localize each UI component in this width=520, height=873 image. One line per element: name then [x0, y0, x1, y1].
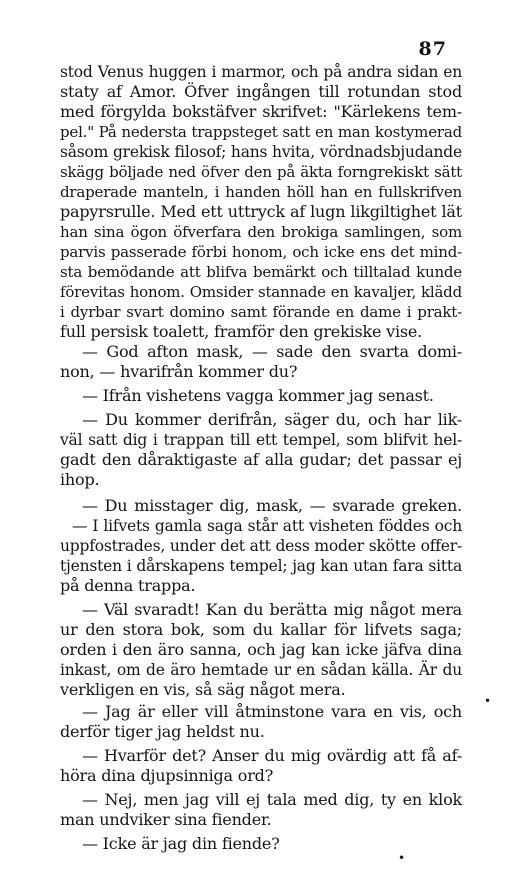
dialogue-line: — Nej, men jag vill ej tala med dig, ty en klok: [82, 790, 462, 809]
text-line: uppfostrades, under det att dess moder skötte offer-: [60, 537, 462, 555]
text-line: man undviker sina fiender.: [60, 810, 272, 829]
dialogue-line: — Du kommer derifrån, säger du, och har lik-: [82, 410, 462, 429]
text-line: ur den stora bok, som du kallar för lifvets saga;: [60, 620, 462, 639]
text-line: stod Venus huggen i marmor, och på andra sidan en: [60, 63, 462, 81]
dialogue-line: — Väl svaradt! Kan du berätta mig något mera: [82, 600, 462, 619]
dialogue-line: — Hvarför det? Anser du mig ovärdig att få af-: [82, 746, 462, 765]
text-line: staty af Amor. Öfver ingången till rotundan stod: [60, 82, 462, 101]
text-line: han sina ögon öfverfara den brokiga samlingen, som: [60, 223, 462, 241]
dialogue-line: — I lifvets gamla saga står att visheten föddes och: [72, 517, 462, 535]
text-line: gadt den dåraktigaste af alla gudar; det passar ej: [60, 450, 462, 469]
text-line: väl satt dig i trappan till ett tempel, som blifvit hel-: [60, 431, 462, 449]
text-line: höra dina djupsinniga ord?: [60, 766, 274, 785]
text-line: tjensten i dårskapens tempel; jag kan utan fara sitta: [60, 557, 462, 575]
text-line: i dyrbar svart domino samt förande en dame i prakt-: [60, 303, 462, 321]
text-line: såsom grekisk filosof; hans hvita, vördnadsbjudande: [60, 143, 462, 161]
text-line: på denna trappa.: [60, 576, 196, 595]
dialogue-line: — Icke är jag din fiende?: [82, 834, 280, 853]
text-line: sta bemödande att blifva bemärkt och tilltalad kunde: [60, 263, 462, 281]
ink-speck: •: [484, 694, 492, 708]
text-line: derför tiger jag heldst nu.: [60, 722, 265, 741]
text-line: inkast, om de äro hemtade ur en sådan källa. Är du: [60, 661, 462, 679]
dialogue-line: — Jag är eller vill åtminstone vara en vis, och: [82, 702, 462, 721]
text-line: full persisk toalett, framför den grekiske vise.: [60, 322, 423, 341]
text-line: draperade manteln, i handen höll han en fullskrifven: [60, 183, 462, 201]
text-line: skägg böljade ned öfver den på äkta forngrekiskt sätt: [60, 163, 462, 181]
text-line: ihop.: [60, 470, 100, 489]
page-number: 87: [418, 38, 447, 60]
text-line: verkligen en vis, så säg något mera.: [60, 680, 346, 699]
text-line: orden i den äro sanna, och jag kan icke jäfva dina: [60, 640, 462, 659]
text-line: med förgylda bokstäfver skrifvet: "Kärlekens tem-: [60, 102, 462, 121]
dialogue-line: — Ifrån vishetens vagga kommer jag senast.: [82, 386, 434, 405]
dialogue-line: — Du misstager dig, mask, — svarade greken.: [82, 496, 462, 515]
text-line: parvis passerade förbi honom, och icke ens det mind-: [60, 243, 462, 261]
text-line: förevitas honom. Omsider stannade en kavaljer, klädd: [60, 283, 462, 301]
text-line: pel." På nedersta trappsteget satt en man kostymerad: [60, 123, 462, 141]
text-line: non, — hvarifrån kommer du?: [60, 362, 298, 381]
ink-speck: •: [398, 851, 406, 865]
dialogue-line: — God afton mask, — sade den svarta domi-: [82, 342, 462, 361]
text-line: papyrsrulle. Med ett uttryck af lugn likgiltighet lät: [60, 202, 462, 221]
